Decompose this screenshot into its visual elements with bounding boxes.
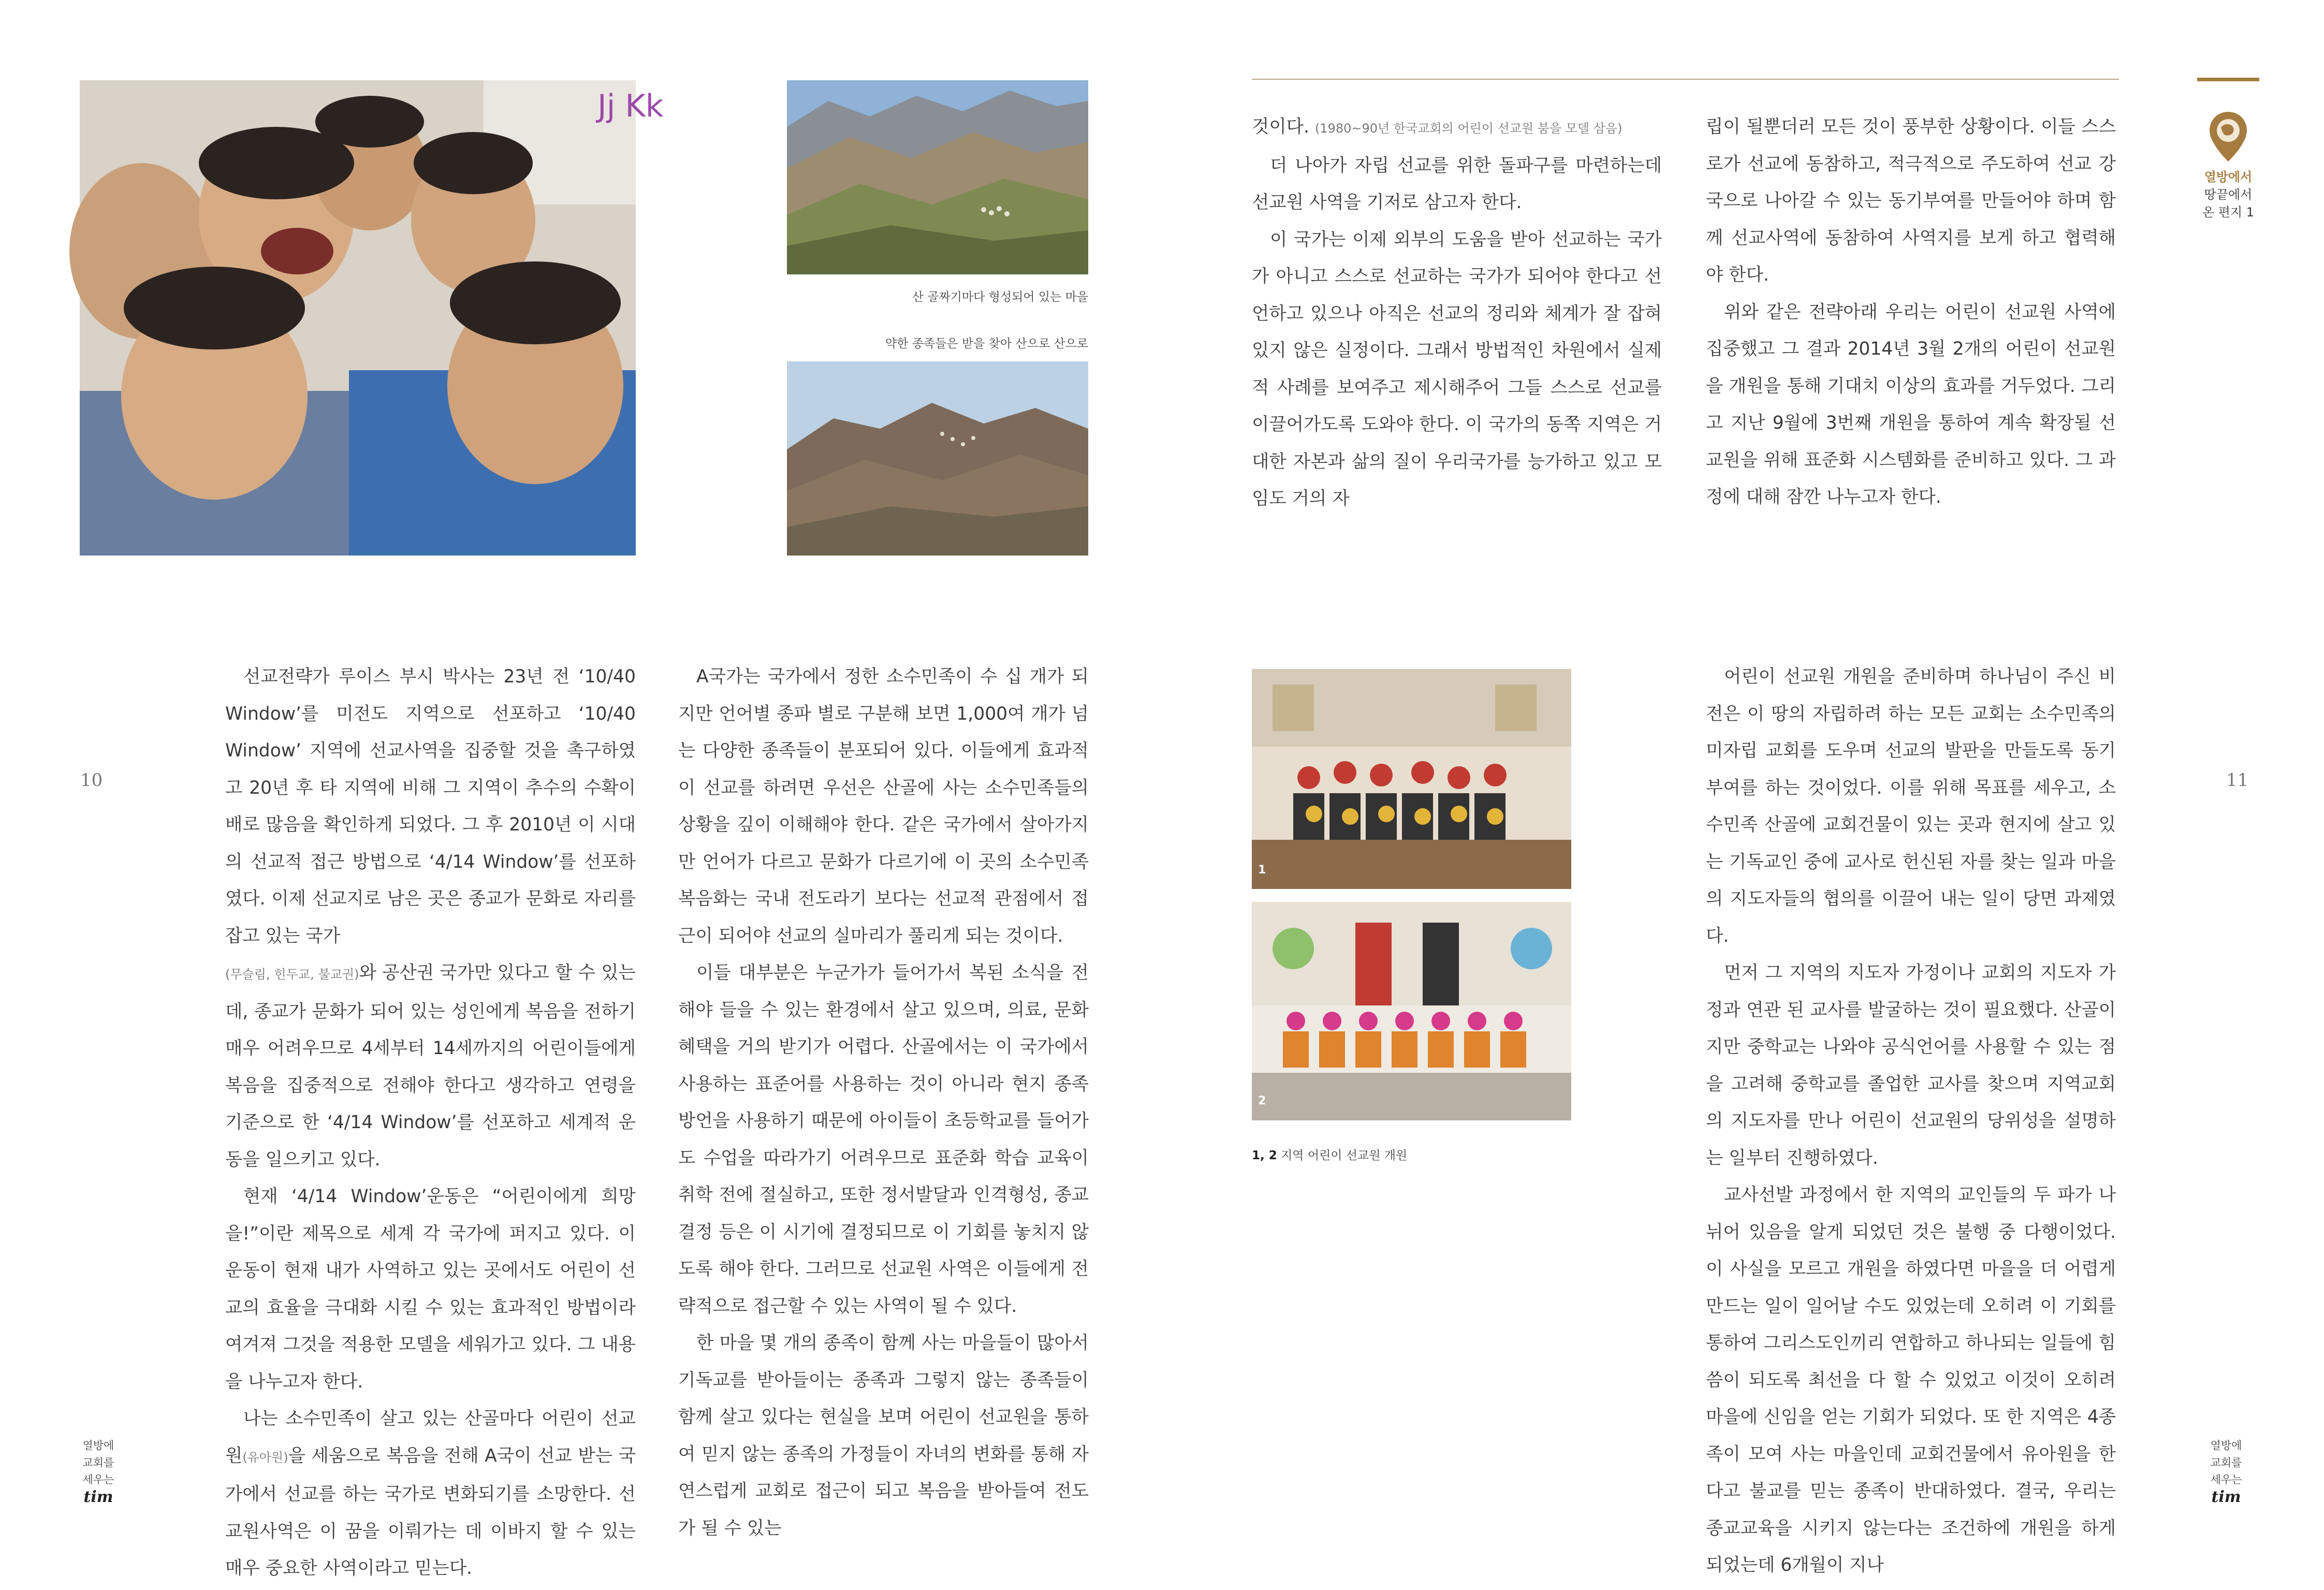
paragraph: 현재 ‘4/14 Window’운동은 “어린이에게 희망을!”이란 제목으로 세계 각 국가에 퍼지고 있다. 이 운동이 현재 내가 사역하고 있는 곳에서도 어린이 선교의 효율을 극대화 시킬 수 있는 효과적인 방법이라 여겨져 그것을 적용한 모델을 세워가고 있다. 그 내용을 나누고자 한다. — [225, 1186, 636, 1392]
paragraph: 먼저 그 지역의 지도자 가정이나 교회의 지도자 가정과 연관 된 교사를 발굴하는 것이 필요했다. 산골이지만 중학교는 나와야 공식언어를 사용할 수 있는 점을 고려해 중학교를 졸업한 교사를 찾으며 지역교회의 지도자를 만나 어린이 선교원의 당위성을 설명하는 일부터 진행하였다. — [1706, 962, 2116, 1169]
location-pin-icon — [2208, 110, 2249, 164]
caption-numbers: 1, 2 — [1252, 1149, 1277, 1162]
tim-logo: tim — [83, 1488, 113, 1506]
kindergarten-photo-1 — [1252, 669, 1571, 889]
right-top-column-2 — [1706, 109, 2116, 516]
paragraph: 립이 될뿐더러 모든 것이 풍부한 상황이다. 이들 스스로가 선교에 동참하고, 적극적으로 주도하여 선교 강국으로 나아갈 수 있는 동기부여를 만들어야 하며 함께 선교사역에 동참하여 사역지를 보게 하고 협력해야 한다. — [1706, 116, 2116, 285]
photo-number-2: 2 — [1258, 1095, 1266, 1107]
top-rule — [1252, 79, 2119, 80]
paragraph: 나는 소수민족이 살고 있는 산골마다 어린이 선교원(유아원)을 세움으로 복음을 전해 A국이 선교 받는 국가에서 선교를 하는 국가로 변화되기를 소망한다. 선교원사역은 이 꿈을 이뤄가는 데 이바지 할 수 있는 매우 중요한 사역이라고 믿는다. — [225, 1408, 636, 1579]
tim-logo: tim — [2211, 1488, 2241, 1506]
paragraph: 이 국가는 이제 외부의 도움을 받아 선교하는 국가가 아니고 스스로 선교하는 국가가 되어야 한다고 선언하고 있으나 아직은 선교의 정리와 체계가 잘 잡혀 있지 않은 실정이다. 그래서 방법적인 차원에서 실제적 사례를 보여주고 제시해주어 그들 스스로 선교를 이끌어가도록 도와야 한다. 이 국가의 동쪽 지역은 거대한 자본과 삶의 질이 우리국가를 능가하고 있고 모임도 거의 자 — [1252, 229, 1662, 509]
paragraph: 교사선발 과정에서 한 지역의 교인들의 두 파가 나뉘어 있음을 알게 되었던 것은 불행 중 다행이었다. 이 사실을 모르고 개원을 하였다면 마을을 더 어렵게 만드는 일이 일어날 수도 있었는데 오히려 이 기회를 통하여 그리스도인끼리 연합하고 하나되는 일들에 힘씀이 되도록 최선을 다 할 수 있었고 이것이 오히려 마을에 신임을 얻는 기회가 되었다. 또 한 지역은 4종족이 모여 사는 마을인데 교회건물에서 유아원을 한다고 불교를 믿는 종족이 반대하였다. 결국, 우리는 종교교육을 시키지 않는다는 조건하에 개원을 하게 되었는데 6개월이 지나 — [1706, 1185, 2116, 1576]
right-bottom-column-2 — [1706, 659, 2116, 1584]
right-top-column-1 — [1252, 109, 1662, 518]
kindergarten-photo-2 — [1252, 902, 1571, 1120]
paragraph: 더 나아가 자립 선교를 위한 돌파구를 마련하는데 선교원 사역을 기저로 삼고자 한다. — [1252, 155, 1662, 213]
paragraph: A국가는 국가에서 정한 소수민족이 수 십 개가 되지만 언어별 종파 별로 구분해 보면 1,000여 개가 넘는 다양한 종족들이 분포되어 있다. 이들에게 효과적이 선교를 하려면 우선은 산골에 사는 소수민족들의 상황을 깊이 이해해야 한다. 같은 국가에서 살아가지만 언어가 다르고 문화가 다르기에 이 곳의 소수민족 복음화는 국내 전도라기 보다는 선교적 관점에서 접근이 되어야 선교의 실마리가 풀리게 되는 것이다. — [678, 666, 1089, 946]
side-label-right — [2205, 1437, 2247, 1506]
brand-line-1: 열방에서 — [2204, 170, 2253, 184]
paragraph: 선교전략가 루이스 부시 박사는 23년 전 ‘10/40 Window’를 미전도 지역으로 선포하고 ‘10/40 Window’ 지역에 선교사역을 집중할 것을 촉구하였고 20년 후 타 지역에 비해 그 지역이 추수의 수확이 배로 많음을 확인하게 되었다. 그 후 2010년 이 시대의 선교적 접근 방법으로 ‘4/14 Window’를 선포하였다. 이제 선교지로 남은 곳은 종교가 문화로 자리를 잡고 있는 국가 — [225, 666, 636, 946]
side-label-text: 열방에 교회를 세우는 — [2210, 1439, 2242, 1486]
paragraph: 위와 같은 전략아래 우리는 어린이 선교원 사역에 집중했고 그 결과 2014년 3월 2개의 어린이 선교원을 개원을 통해 기대치 이상의 효과를 거두었다. 그리고 지난 9월에 3번째 개원을 통하여 계속 확장될 선교원을 위해 표준화 시스템화를 준비하고 있다. 그 과정에 대해 잠깐 나누고자 한다. — [1706, 301, 2116, 507]
kindergarten-caption — [1252, 1146, 1407, 1163]
photo-number-1: 1 — [1258, 864, 1266, 877]
page-number-right: 11 — [2226, 770, 2249, 791]
paragraph: 어린이 선교원 개원을 준비하며 하나님이 주신 비전은 이 땅의 자립하려 하는 모든 교회는 소수민족의 미자립 교회를 도우며 선교의 발판을 만들도록 동기부여를 하는 것이었다. 이를 위해 목표를 세우고, 소수민족 산골에 교회건물이 있는 곳과 현지에 살고 있는 기독교인 중에 교사로 헌신된 자를 찾는 일과 마을의 지도자들의 협의를 이끌어 내는 일이 당면 과제였다. — [1706, 666, 2116, 946]
page-number-left: 10 — [80, 770, 103, 791]
left-column-2 — [678, 659, 1089, 1547]
caption-text: 지역 어린이 선교원 개원 — [1277, 1149, 1408, 1162]
side-label-left — [78, 1437, 119, 1506]
paragraph: 한 마을 몇 개의 종족이 함께 사는 마을들이 많아서 기독교를 받아들이는 종족과 그렇지 않는 종족들이 함께 살고 있다는 현실을 보며 어린이 선교원을 통하여 믿지 않는 종족의 가정들이 자녀의 변화를 통해 자연스럽게 교회로 접근이 되고 복음을 받아들여 전도가 될 수 있는 — [678, 1333, 1089, 1539]
photo-caption-1: 산 골짜기마다 형성되어 있는 마을 — [912, 290, 1088, 304]
brand-rule — [2197, 78, 2259, 81]
brand-block — [2182, 110, 2275, 221]
mountain-village-photo-2 — [787, 361, 1088, 556]
paragraph: 이들 대부분은 누군가가 들어가서 복된 소식을 전해야 들을 수 있는 환경에서 살고 있으며, 의료, 문화 혜택을 거의 받기가 어렵다. 산골에서는 이 국가에서 사용하는 표준어를 사용하는 것이 아니라 현지 종족 방언을 사용하기 때문에 아이들이 초등학교를 들어가도 수업을 따라가기 어려우므로 표준화 학습 교육이 취학 전에 절실하고, 또한 정서발달과 인격형성, 종교결정 등은 이 시기에 결정되므로 이 기회를 놓치지 않도록 해야 한다. 그러므로 선교원 사역은 이들에게 전략적으로 접근할 수 있는 사역이 될 수 있다. — [678, 962, 1089, 1317]
left-column-1 — [225, 659, 636, 1587]
side-label-text: 열방에 교회를 세우는 — [82, 1439, 114, 1486]
photo-caption-2: 약한 종족들은 받을 찾아 산으로 산으로 — [885, 337, 1088, 351]
paragraph: (무슬림, 힌두교, 불교권)와 공산권 국가만 있다고 할 수 있는데, 종교가 문화가 되어 있는 성인에게 복음을 전하기 매우 어려우므로 4세부터 14세까지의 어린이들에게 복음을 집중적으로 전해야 한다고 생각하고 연령을 기준으로 한 ‘4/14 Window’를 선포하고 세계적 운동을 일으키고 있다. — [225, 962, 636, 1170]
paragraph: 것이다. (1980~90년 한국교회의 어린이 선교원 붐을 모델 삼음) — [1252, 116, 1623, 137]
children-photo — [80, 80, 664, 556]
mountain-village-photo-1 — [787, 80, 1088, 274]
brand-line-3: 온 편지 1 — [2202, 205, 2255, 220]
brand-line-2: 땅끝에서 — [2204, 187, 2253, 202]
svg-text:Jj Kk: Jj Kk — [597, 88, 664, 124]
